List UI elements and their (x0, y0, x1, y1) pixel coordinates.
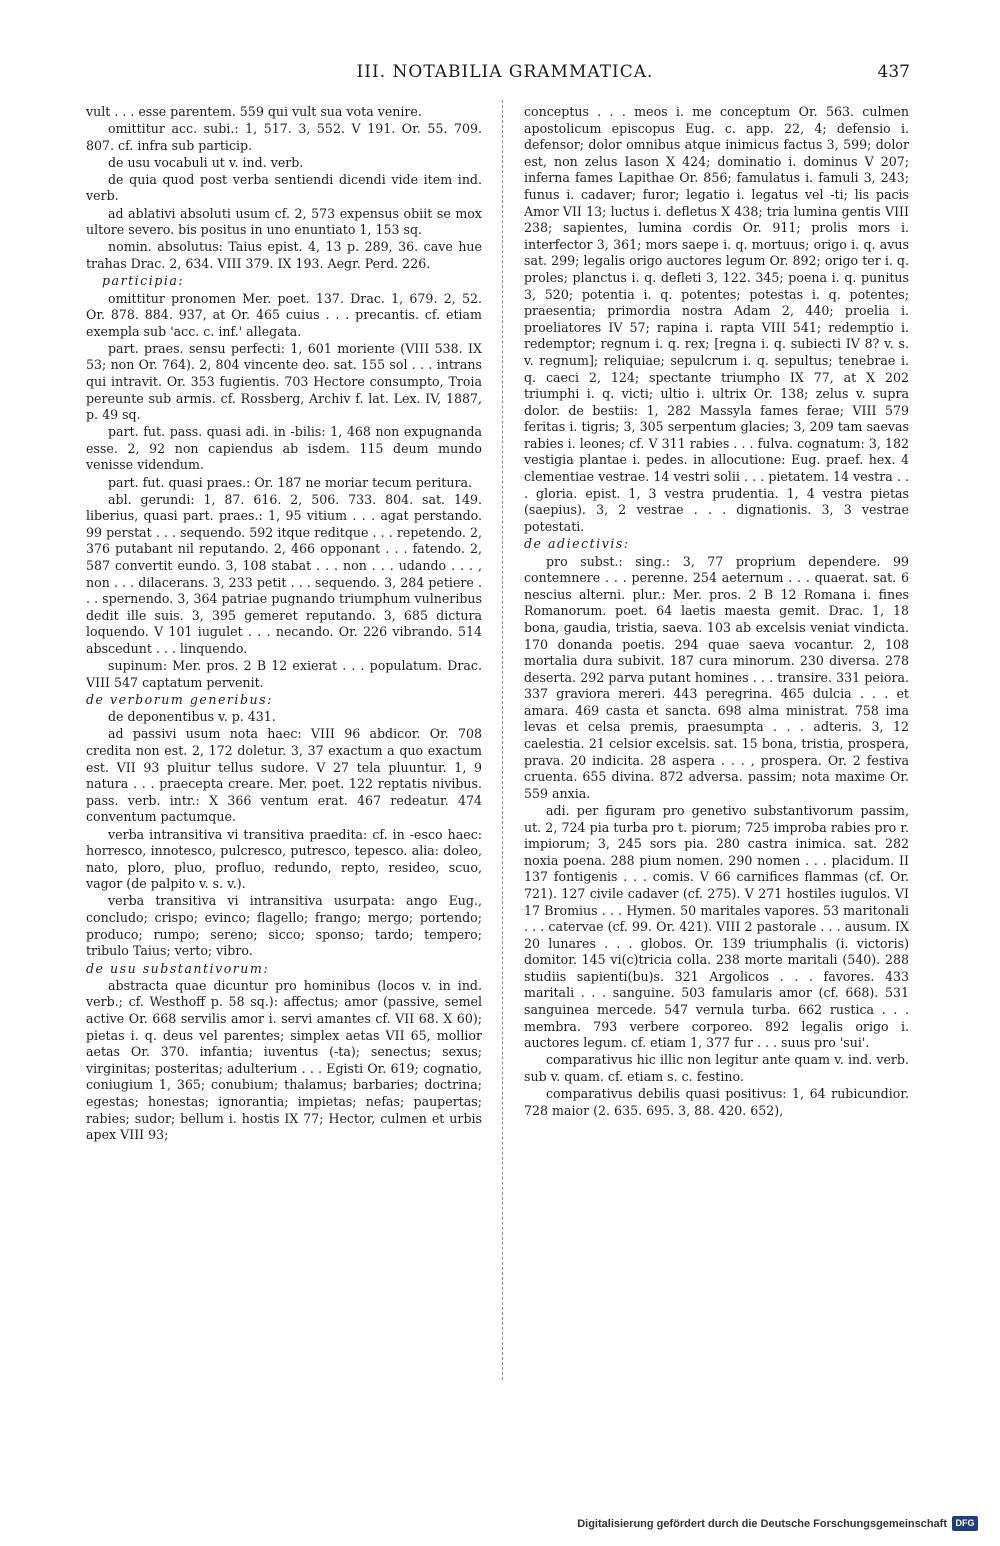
page-number: 437 (877, 62, 910, 82)
left-column (86, 104, 482, 1144)
paragraph: nomin. absolutus: Taius epist. 4, 13 p. 289, 36. cave hue trahas Drac. 2, 634. VIII 379. IX 193. Aegr. Perd. 226. (86, 239, 482, 271)
paragraph: verba intransitiva vi transitiva praedita: cf. in -esco haec: horresco, innotesco, pulcresco, putresco, tepesco. alia: doleo, nato, ploro, pluo, profluo, redundo, repto, resideo, scuo, vagor (de palpito v. s. v.). (86, 826, 482, 892)
paragraph: abstracta quae dicuntur pro hominibus (locos v. in ind. verb.; cf. Westhoff p. 58 sq.): affectus; amor (passive, semel active Or. 668 servilis amor i. servi amantes cf. VII 68. X 60); pietas i. q. deus vel parentes; simplex aetas VII 65, mollior aetas Or. 370. infantia; iuventus (-ta); senectus; sexus; virginitas; posteritas; adulterium . . . Egisti Or. 619; cognatio, coniugium 1, 365; conubium; thalamus; barbaries; doctrina; egestas; honestas; ignorantia; impietas; nefas; paupertas; rabies; sudor; bellum i. hostis IX 77; Hector, culmen et urbis apex VIII 93; (86, 977, 482, 1143)
paragraph: part. fut. quasi praes.: Or. 187 ne moriar tecum peritura. (108, 474, 472, 490)
paragraph: omittitur pronomen Mer. poet. 137. Drac. 1, 679. 2, 52. Or. 878. 884. 937, at Or. 465 cuius . . . precantis. cf. etiam exempla sub 'acc. c. inf.' allegata. (86, 290, 482, 339)
paragraph: de usu vocabuli ut v. ind. verb. (108, 154, 304, 170)
paragraph: de deponentibus v. p. 431. (108, 709, 276, 725)
paragraph: comparativus hic illic non legitur ante quam v. ind. verb. sub v. quam. cf. etiam s. c. festino. (524, 1052, 909, 1084)
paragraph: conceptus . . . meos i. me conceptum Or. 563. culmen apostolicum episcopus Eug. c. app. 22, 4; defensio i. defensor; dolor omnibus atque inimicus factus 3, 599; dolor est, non zelus Iason X 424; dominatio i. dominus V 207; inferna fames Lapithae Or. 856; famulatus i. famuli 3, 243; funus i. cadaver; furor; legatio i. legatus vel -ti; lis pacis Amor VII 13; luctus i. defletus X 438; tria lumina gentis VIII 238; sapientes, lumina cordis Or. 911; prolis mors i. interfector 3, 361; mors saepe i. q. mortuus; origo i. q. avus sat. 299; legalis origo auctores legum Or. 892; origo ter i. q. proles; planctus i. q. defleti 3, 122. 345; poena i. q. punitus 3, 520; potentia i. q. potentes; potestas i. q. potentes; praesentia; primordia nostra Adam 2, 440; proelia i. proeliatores IV 57; rapina i. rapta VIII 541; redemptio i. redemptor; regnum i. q. rex; [regna i. q. subiecti IV 8? v. s. v. regnum]; reliquiae; sepulcrum i. q. sepultus; tenebrae i. q. caeci 2, 124; spectante triumpho IX 77, at X 202 triumphi i. q. victi; ultio i. ultrix Or. 138; zelus v. supra dolor. de bestiis: 1, 282 Massyla fames ferae; VIII 579 feritas i. tigris; 3, 305 serpentum glacies; 3, 209 tam saevas rabies i. leones; cf. V 311 rabies . . . fulva. cognatum: 3, 182 vestigia plantae i. pedes. in allocutione: Eug. praef. hex. 4 clementiae vestrae. 14 vestri solii . . . pietatem. 14 vestra . . . gloria. epist. 1, 3 vestra prudentia. 1, 4 vestra pietas (saepius). 3, 2 vestrae . . . dignationis. 3, 3 vestrae potestati. (524, 104, 909, 534)
section-heading: de verborum generibus: (86, 692, 273, 708)
running-title: III. NOTABILIA GRAMMATICA. (356, 62, 654, 82)
dfg-logo: DFG (952, 1516, 978, 1531)
paragraph: vult . . . esse parentem. 559 qui vult sua vota venire. (86, 104, 422, 119)
paragraph: supinum: Mer. pros. 2 B 12 exierat . . . populatum. Drac. VIII 547 captatum pervenit. (86, 658, 482, 690)
section-subheading: participia: (102, 273, 185, 289)
paragraph: ad ablativi absoluti usum cf. 2, 573 expensus obiit se mox ultore severo. bis positus in uno enuntiato 1, 153 sq. (86, 205, 482, 238)
section-heading: de adiectivis: (524, 536, 630, 552)
paragraph: part. fut. pass. quasi adi. in -bilis: 1, 468 non expugnanda esse. 2, 92 non capiendus ab isdem. 115 deum mundo venisse videndum. (86, 424, 482, 473)
digitization-credit (577, 1516, 978, 1531)
section-heading: de usu substantivorum: (86, 960, 270, 976)
paragraph: de quia quod post verba sentiendi dicendi vide item ind. verb. (86, 171, 482, 204)
paragraph: pro subst.: sing.: 3, 77 proprium dependere. 99 contemnere . . . perenne. 254 aeternum . . . quaerat. sat. 6 nescius alterni. plur.: Mer. pros. 2 B 12 Romana i. fines Romanorum. poet. 64 laetis maesta gemit. Drac. 1, 18 bona, gaudia, tristia, saeva. 103 ab excelsis veniat vindicta. 170 donanda poetis. 294 quae saeva vocantur. 2, 108 mortalia dura subivit. 187 cura minorum. 230 diversa. 278 deserta. 292 parva putant homines . . . transire. 331 peiora. 337 graviora mereri. 443 peregrina. 465 dulcia . . . et amara. 469 casta et sancta. 698 alma ministrat. 758 ima levas et celsa premis, praesumpta . . . adteris. 3, 12 caelestia. 21 celsior excelsis. sat. 15 bona, tristia, prospera, prava. 20 indicita. 28 aspera . . . , prospera. Or. 2 festiva cruenta. 655 divina. 872 adversa. passim; nota maxime Or. 559 anxia. (524, 553, 909, 801)
right-column (524, 104, 909, 1120)
paragraph: comparativus debilis quasi positivus: 1, 64 rubicundior. 728 maior (2. 635. 695. 3, 88. 420. 652), (524, 1086, 909, 1118)
paragraph: omittitur acc. subi.: 1, 517. 3, 552. V 191. Or. 55. 709. 807. cf. infra sub particip. (86, 121, 482, 153)
paragraph: part. praes. sensu perfecti: 1, 601 moriente (VIII 538. IX 53; non Or. 764). 2, 804 vincente deo. sat. 155 sol . . . intrans qui intravit. Or. 353 fugientis. 703 Hectore consumpto, Troia pereunte sub armis. cf. Rossberg, Archiv f. lat. Lex. IV, 1887, p. 49 sq. (86, 340, 482, 423)
page-header (100, 62, 910, 88)
paragraph: adi. per figuram pro genetivo substantivorum passim, ut. 2, 724 pia turba pro t. piorum; 725 improba rabies pro r. impiorum; 3, 245 sors pia. 280 castra inimica. sat. 282 noxia poena. 288 pium nomen. 290 nomen . . . placidum. II 137 fontigenis . . . comis. V 66 carnifices flammas (cf. Or. 721). 127 civile cadaver (cf. 275). V 271 hostiles iugulos. VI 17 Bromius . . . Hymen. 50 maritales vapores. 53 maritonali . . . catervae (cf. 99. Or. 421). VIII 2 pastorale . . . ausum. IX 20 lunares . . . globos. Or. 139 triumphalis (i. victoris) domitor. 145 vi(c)tricia colla. 238 morte maritali (540). 288 studiis sapienti(bu)s. 321 Argolicos . . . favores. 433 maritali . . . sanguine. 503 famularis amor (cf. 668). 531 sanguinea mercede. 547 vernula turba. 662 rustica . . . membra. 793 verbere corporeo. 892 legalis origo i. auctores legum. cf. etiam 1, 377 fur . . . suus pro 'sui'. (524, 802, 909, 1051)
paragraph: ad passivi usum nota haec: VIII 96 abdicor. Or. 708 credita non est. 2, 172 doletur. 3, 37 exactum a quo exactum est. VII 93 pluitur tellus sudore. V 27 tela pluuntur. 1, 9 natura . . . praecepta creare. Mer. poet. 122 reptatis nivibus. pass. verb. intr.: X 366 ventum erat. 467 redeatur. 474 conventum pactumque. (86, 726, 482, 825)
paragraph: abl. gerundi: 1, 87. 616. 2, 506. 733. 804. sat. 149. liberius, quasi part. praes.: 1, 95 vitium . . . agat perstando. 99 perstat . . . sequendo. 592 itque reditque . . . repetendo. 2, 376 putabant nil reputando. 2, 466 opponant . . . fatendo. 2, 587 convertit eundo. 3, 108 stabat . . . non . . . udando . . . , non . . . dilacerans. 3, 233 petit . . . sequendo. 3, 284 petiere . . . spernendo. 3, 364 patriae pugnando triumphum vulneribus dedit ille suis. 3, 395 gemeret reputando. 3, 685 dictura loquendo. V 101 iugulet . . . necando. Or. 226 vibrando. 514 abscedunt . . . linquendo. (86, 491, 482, 656)
credit-text: Digitalisierung gefördert durch die Deutsche Forschungsgemeinschaft (577, 1517, 947, 1530)
paragraph: verba transitiva vi intransitiva usurpata: ango Eug., concludo; crispo; evinco; flagello; frango; mergo; portendo; produco; rumpo; sereno; sicco; sponso; tardo; tempero; tribulo Taius; verto; vibro. (86, 893, 482, 959)
column-divider (502, 100, 503, 1380)
